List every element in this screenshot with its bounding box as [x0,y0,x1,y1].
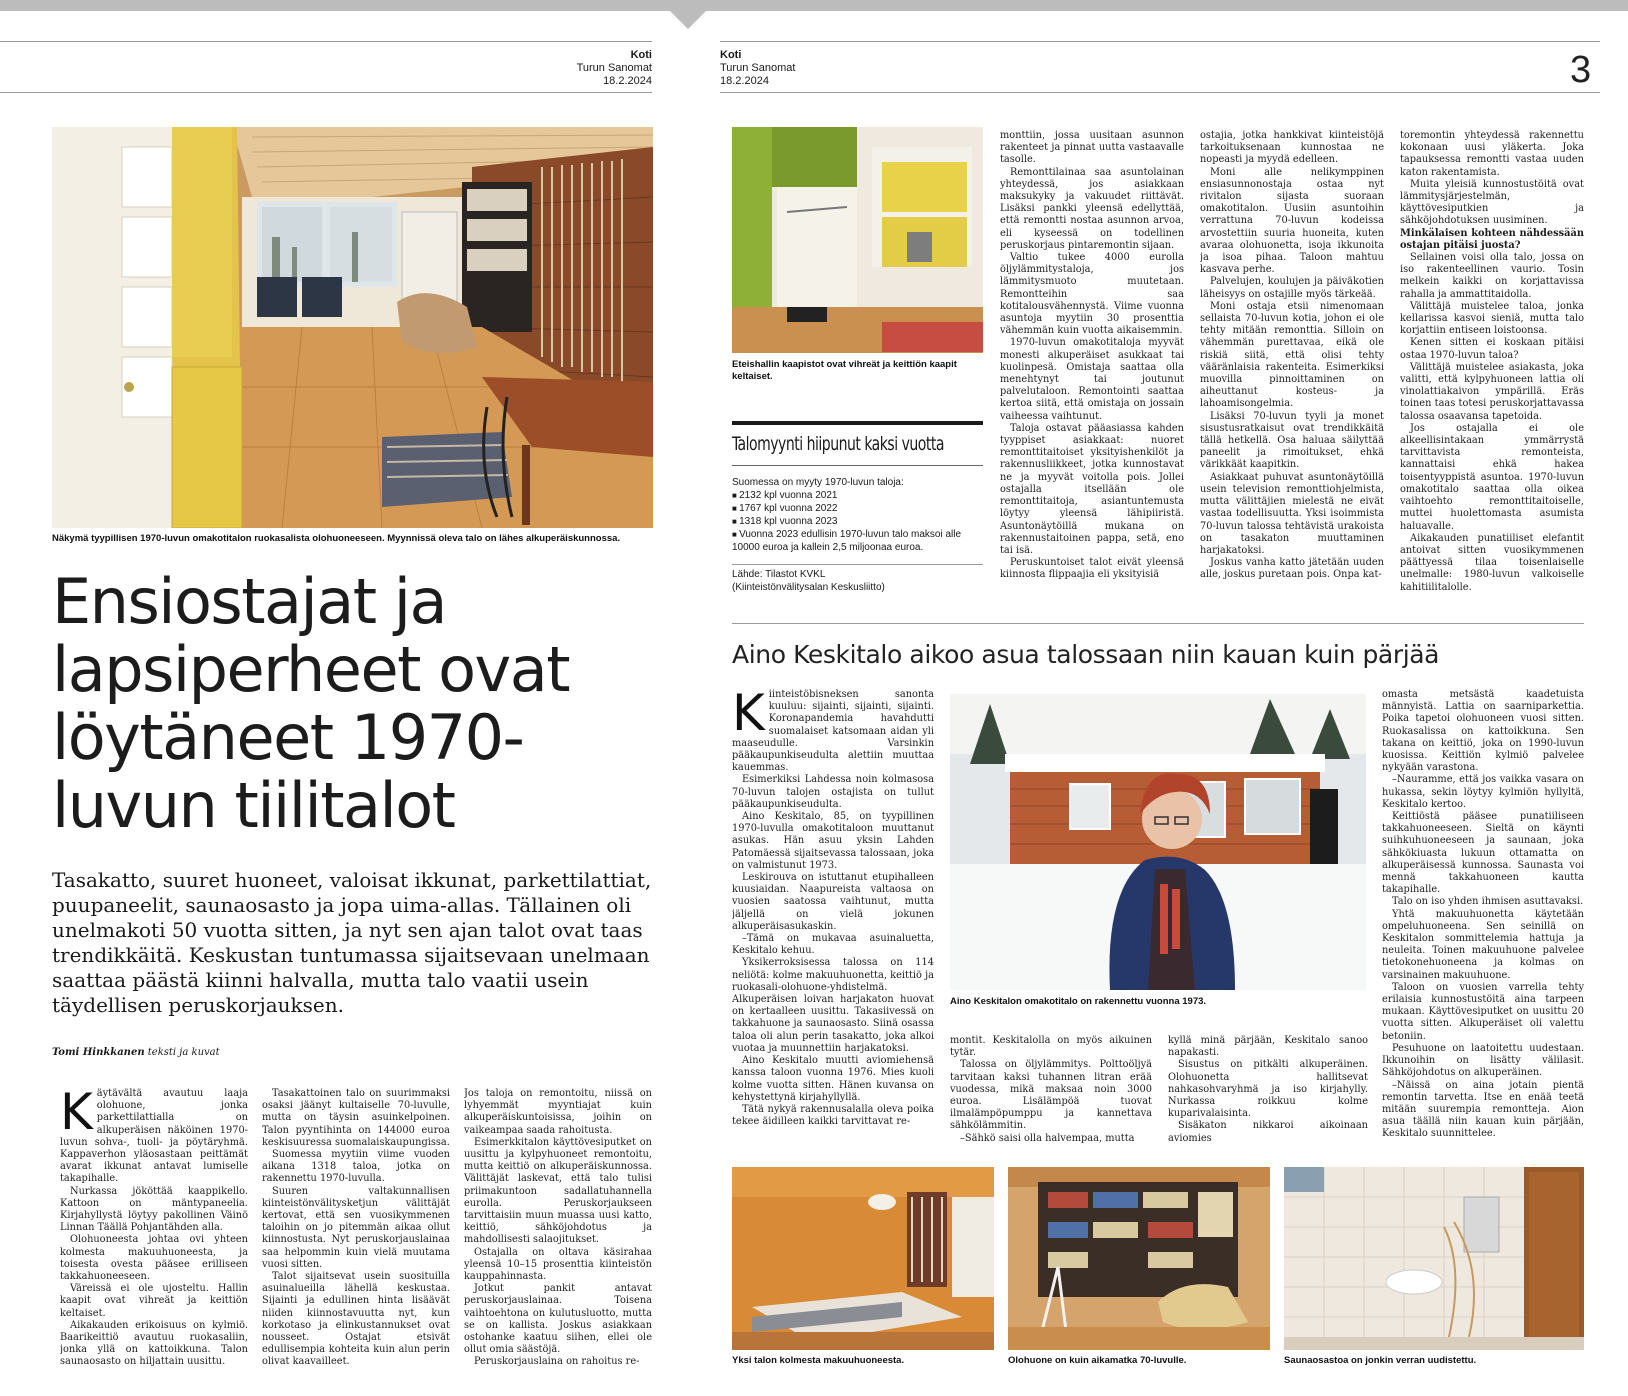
paragraph: Sisäkaton nikkaroi aikoinaan aviomies [1168,1120,1368,1144]
paragraph: Yhtä makuuhuonetta käytetään ompeluhuoneena. Sen seinillä on Keskitalon sommittelemia hattuja ja neuleita. Toinen makuuhuone palvelee tietokonehuoneena ja kolmas on varsinainen makuuhuone. [1382,908,1584,981]
paragraph: Välittäjä muistelee asiakasta, joka valitti, että kylpyhuoneen lattia oli vinolattiakaivon ympärillä. Eräs toinen taas totesi peruskorjattavassa talossa osaavansa tapetoida. [1400,361,1584,422]
main-photo-caption: Näkymä tyypillisen 1970-luvun omakotitalon ruokasalista olohuoneeseen. Myynnissä oleva talo on lähes alkuperäiskunnossa. [52,533,621,544]
paragraph: Tätä nykyä rakennusalalla oleva poika tekee äidilleen kaikki tarvittavat re- [732,1103,934,1128]
paragraph: Jotkut pankit antavat peruskorjauslainaa. Toisena vaihtoehtona on kulutusluotto, mutta se on kallista. Joskus asiakkaan ostohanke kaatuu siihen, ellei ole ollut omia säästöjä. [464,1283,652,1356]
sauna-photo [1284,1167,1584,1350]
paragraph: Välittäjä muistelee taloa, jonka kellarissa kasvoi sieniä, mutta talo korjattiin entiseen loistoonsa. [1400,300,1584,337]
main-article-column-3 [464,1088,652,1370]
page-header-left [540,49,652,88]
paragraph: Joskus vanha katto jätetään uuden alle, joskus puretaan pois. Onpa kat- [1200,557,1384,581]
page-number: 3 [1570,49,1592,91]
paragraph: monttiin, jossa uusitaan asunnon rakenteet ja pinnat uutta vastaavalle tasolle. [1000,130,1184,166]
factbox-item: ■ Vuonna 2023 edullisin 1970-luvun talo maksoi alle 10000 euroa ja kallein 2,5 miljoonaa euroa. [732,528,982,554]
factbox-item: ■ 1318 kpl vuonna 2023 [732,515,982,528]
drop-cap: K [732,689,765,742]
paragraph: Pesuhuone on laatoitettu uudestaan. Ikkunoihin on lisätty välilasit. Sähköjohdotus on alkuperäinen. [1382,1042,1584,1079]
aino-keskitalo-house-photo [950,694,1366,990]
living-room-caption: Olohuone on kuin aikamatka 70-luvulle. [1008,1355,1187,1366]
paragraph: Jos ostajalla ei ole alkeellisintakaan ymmärrystä tarvittavista remonteista, kannattaisi ehkä hakea toisentyyppistä asuntoa. 1970-luvun omakotitalo saattaa olla oikea vaihtoehto remonttitaitoiselle, muttei huolettomasta asumista haluavalle. [1400,422,1584,532]
main-article-column-5 [1200,130,1384,596]
main-article-column-6 [1400,130,1584,596]
hallway-kitchen-photo [732,127,983,353]
paragraph: Sisustus on pitkälti alkuperäinen. Olohuonetta hallitsevat nahkasohvaryhmä ja iso kirjahylly. Nurkassa roikkuu kolme kuparivalaisinta. [1168,1059,1368,1120]
sub-article-headline: Aino Keskitalo aikoo asua talossaan niin kauan kuin pärjää [732,640,1440,669]
paragraph: kyllä minä pärjään, Keskitalo sanoo napakasti. [1168,1035,1368,1059]
main-article-column-4 [1000,130,1184,596]
newspaper-name: Turun Sanomat [576,62,652,74]
paragraph: äytävältä avautuu laaja olohuone, jonka parkettilattialla on alkuperäisen näköinen 1970-luvun sohva-, tuoli- ja pöytäryhmä. Kappaverhon yläosastaan peittämät avarat ikkunat antavat lumiselle takapihalle. [60,1088,248,1185]
paragraph: Esimerkkitalon käyttövesiputket on uusittu ja kylpyhuoneet remontoitu, mutta keittiö on alkuperäiskunnossa. Välittäjät laskevat, että talo tulisi priimakuntoon sadallatuhannella eurolla. Peruskorjaukseen tarvittaisiin muun muassa uusi katto, keittiö, sähköjohdotus ja mahdollisesti salaojitukset. [464,1136,652,1246]
paragraph: Suomessa myytiin viime vuoden aikana 1318 taloa, jotka on rakennettu 1970-luvulla. [262,1149,450,1185]
author-role: teksti ja kuvat [144,1047,220,1058]
factbox-source-line: Lähde: Tilastot KVKL [732,569,826,580]
paragraph: iinteistöbisneksen sanonta kuuluu: sijainti, sijainti, sijainti. Koronapandemia havahdutti suomalaiset katsomaan aidan yli maaseudulle. Varsinkin pääkaupunkiseudulta alettiin muuttaa kauemmas. [732,689,934,774]
paragraph: Sellainen voisi olla talo, jossa on iso rakenteellinen vaurio. Tosin melkein kaikki on korjattavissa rahalla ja ammattitaidolla. [1400,252,1584,300]
sauna-caption: Saunaosastoa on jonkin verran uudistettu. [1284,1355,1477,1366]
paragraph: –Sähkö saisi olla halvempaa, mutta [960,1132,1135,1144]
main-article-column-2 [262,1088,450,1370]
factbox-item: ■ 2132 kpl vuonna 2021 [732,489,982,502]
hallway-caption: Eteishallin kaapistot ovat vihreät ja keittiön kaapit keltaiset. [732,359,957,382]
house-photo-caption: Aino Keskitalon omakotitalo on rakennettu vuonna 1973. [950,996,1207,1007]
paragraph: Talot sijaitsevat usein suosituilla asuinalueilla lähellä keskustaa. Sijainti ja edullinen hinta lisäävät niiden kiinnostavuutta nyt, kun korkotaso ja elinkustannukset ovat nousseet. Ostajat etsivät edullisempia kohteita kuin alun perin olivat kaavailleet. [262,1271,450,1368]
paragraph: Nurkassa jököttää kaappikello. Kattoon on mäntypaneelia. Kirjahyllystä löytyy pakollinen Väinö Linnan Täällä Pohjantähden alla. [60,1185,248,1234]
paragraph: Aikakauden erikoisuus on kylmiö. Baarikeittiö avautuu ruokasaliin, jonka yllä on kattoikkuna. Talon saunaosasto on hiljattain uusittu. [60,1319,248,1368]
sub-article-column-3 [1168,1035,1368,1160]
factbox-item: ■ 1767 kpl vuonna 2022 [732,502,982,515]
paragraph: Talossa on öljylämmitys. Polttoöljyä tarvitaan kaksi tuhannen litran erää vuodessa, mikä maksaa noin 3000 euroa. Lisälämpöä tuovat ilmalämpöpumppu ja kannettava sähkölämmitin. [950,1059,1152,1132]
paragraph: Aikakauden punatiiliset elefantit antoivat sitten vuosikymmenen päättyessä tilaa toisenlaiselle unelmalle: 1980-luvun valkoiselle kahitiilitalolle. [1400,532,1584,593]
issue-date: 18.2.2024 [720,75,769,87]
factbox-separator [732,465,983,466]
paragraph: ostajia, jotka hankkivat kiinteistöjä tarkoituksenaan kunnostaa ne nopeasti ja myydä edelleen. [1200,130,1384,166]
paragraph: Aino Keskitalo, 85, on tyypillinen 1970-luvulla omakotitaloon muuttanut asukas. Hän asuu yksin Lahden Patomäessä sijaitsevassa talossaan, joka on valmistunut 1973. [732,811,934,871]
paragraph: Keittiöstä pääsee punatiiliseen takkahuoneeseen. Sieltä on käynti suihkuhuoneeseen ja saunaan, joka sähkökiuasta lukuun ottamatta on alkuperäisessä kunnossa. Saunasta voi mennä takkahuoneen kautta takapihalle. [1382,811,1584,896]
article-headline: Ensiostajat ja lapsiperheet ovat löytäneet 1970-luvun tiilitalot [52,565,570,842]
bedroom-caption: Yksi talon kolmesta makuuhuoneesta. [732,1355,905,1366]
sub-article-column-4 [1382,689,1584,1144]
paragraph: Talo on iso yhden ihmisen asuttavaksi. [1392,896,1584,908]
paragraph: Kenen sitten ei koskaan pitäisi ostaa 1970-luvun taloa? [1400,337,1584,361]
factbox-body [732,476,982,554]
paragraph: Asiakkaat puhuvat asuntonäytöillä usein television remonttiohjelmista, mutta välittäjien mielestä ne eivät vastaa todellisuutta. Yksi isoimmista 70-luvun talossa tehtävistä urakoista on tasakaton muuttaminen harjakatoksi. [1200,471,1384,556]
paragraph: Leskirouva on istuttanut etupihalleen kuusiaidan. Naapureista valtaosa on vuosien saatossa vaihtunut, mutta jäljellä on vielä jokunen alkuperäisasukaskin. [732,872,934,932]
factbox-source-rule [732,564,983,565]
factbox-intro: Suomessa on myyty 1970-luvun taloja: [732,477,904,488]
paragraph: Ostajalla on oltava käsirahaa yleensä 10–15 prosenttia kiinteistön kauppahinnasta. [464,1246,652,1283]
factbox-source-line: (Kiinteistönvälitysalan Keskusliitto) [732,582,885,593]
paragraph: Yksikerroksisessa talossa on 114 neliötä: kolme makuuhuonetta, keittiö ja ruokasali-olohuone-yhdistelmä. Alkuperäisen loivan harjakaton huovat on kertaalleen uusittu. Takasiivessä on takkahuone ja saunaosasto. Siinä osassa taloa oli alun perin tasakatto, joka alkoi vuotaa ja muunnettiin harjakatoksi. [732,957,934,1054]
top-bar [0,0,1628,11]
paragraph: Taloon on vuosien varrella tehty erilaisia kunnostustöitä aina tarpeen mukaan. Käyttövesiputket on uusittu 20 vuotta sitten. Alkuperäiset oli valettu betoniin. [1382,981,1584,1042]
article-lead: Tasakatto, suuret huoneet, valoisat ikkunat, parkettilattiat, puupaneelit, saunaosasto ja jopa uima-allas. Tällainen oli unelmakoti 50 vuotta sitten, ja nyt sen ajan talot ovat taas trendikkäitä. Keskustan tuntumassa sijaitsevaan unelmaan saattaa päästä kiinni halvalla, mutta talo vaatii usein täydellisen peruskorjauksen. [52,868,652,1017]
paragraph: Palvelujen, koulujen ja päiväkotien läheisyys on ostajille myös tärkeää. [1200,276,1384,300]
paragraph: Moni alle nelikymppinen ensiasunnonostaja ostaa nyt rivitalon sijasta suoraan omakotitalon. Uusiin asuntoihin verrattuna 70-luvun kodeissa arvostettiin suuria huoneita, kuten avaraa olohuonetta, isoja ikkunoita ja isoa pihaa. Taloon mahtuu kasvava perhe. [1200,166,1384,276]
paragraph: Esimerkiksi Lahdessa noin kolmasosa 70-luvun talojen ostajista on tullut pääkaupunkiseudulta. [732,774,934,810]
header-rule-right-bottom [720,92,1600,93]
paragraph: Olohuoneesta johtaa ovi yhteen kolmesta makuuhuoneesta, ja toisesta ovesta pääsee erilliseen takkahuoneeseen. [60,1234,248,1283]
main-article-column-1 [60,1088,248,1370]
header-rule-left-top [0,41,652,42]
section-divider [732,623,1584,624]
paragraph: Peruskorjauslaina on rahoitus re- [474,1356,640,1368]
paragraph: Taloja ostavat pääasiassa kahden tyyppiset asiakkaat: nuoret remonttitaitoiset yksityishenkilöt ja rakennusliikkeet, jotka kunnostavat ne ja myyvät voitolla pois. Jollei ostajalla itsellään ole remonttitaitoja, asiantuntemusta löytyy yleensä lähipiiristä. Asuntonäytöillä mukana on rakennustaitoinen pappa, setä, eno tai isä. [1000,422,1184,556]
paragraph: Suuren valtakunnallisen kiinteistönvälitysketjun välittäjät kertovat, että sen vuosikymmenen taloihin on jo pitemmän aikaa ollut kiinnostusta. Nyt peruskorjauslainaa saa helpommin kuin vielä muutama vuosi sitten. [262,1185,450,1270]
page-header-right [720,49,795,88]
header-rule-left-bottom [0,92,652,93]
paragraph: Tasakattoinen talo on suurimmaksi osaksi jäänyt kultaiselle 70-luvulle, mutta on täysin asuinkelpoinen. Talon pyyntihinta on 144000 euroa keskisuuressa suomalaiskaupungissa. [262,1088,450,1148]
paragraph: Moni ostaja etsii nimenomaan sellaista 70-luvun kotia, johon ei ole tehty mitään remonttia. Silloin on vähemmän purettavaa, eikä ole riskiä siitä, että olisi tehty vääränlaisia rakenteita. Esimerkiksi muovilla pinnoittaminen on aiheuttanut kosteus- ja lahoamisongelmia. [1200,300,1384,410]
paragraph: toremontin yhteydessä rakennettu kokonaan uusi yläkerta. Joka tapauksessa remontti vastaa uuden katon rakentamista. [1400,130,1584,178]
byline [52,1047,220,1058]
author-name: Tomi Hinkkanen [52,1047,145,1058]
paragraph: Peruskuntoiset talot eivät yleensä kiinnosta flippaajia eli yksityisiä [1000,557,1184,581]
main-photo-living-room [52,127,653,528]
bedroom-photo [732,1167,994,1350]
paragraph: Valtio tukee 4000 eurolla öljylämmitystaloja, jos lämmitysmuoto muutetaan. Remontteihin saa kotitalousvähennystä. Viime vuonna asuntoja myytiin 30 prosenttia vähemmän kuin vuotta aikaisemmin. [1000,252,1184,337]
header-rule-right-top [720,41,1600,42]
newspaper-name: Turun Sanomat [720,62,796,74]
page-fold-marker [670,11,706,29]
sub-article-column-2 [950,1035,1152,1160]
paragraph: Lisäksi 70-luvun tyyli ja monet sisustusratkaisut ovat trendikkäitä tällä hetkellä. Osa haluaa säilyttää paneelit ja rimoitukset, ehkä värikkäät kaapitkin. [1200,410,1384,471]
issue-date: 18.2.2024 [603,75,652,87]
paragraph: 1970-luvun omakotitaloja myyvät monesti alkuperäiset asukkaat tai kuolinpesä. Omistaja saattaa olla menehtynyt tai joutunut palvelutaloon. Remontointi saattaa kertoa siitä, että omistaja on jossain vaiheessa vaihtunut. [1000,337,1184,422]
paragraph: montit. Keskitalolla on myös aikuinen tytär. [950,1035,1152,1059]
section-name: Koti [720,49,742,61]
living-room-photo [1008,1167,1270,1350]
factbox-title: Talomyynti hiipunut kaksi vuotta [732,433,944,455]
paragraph: –Tämä on mukavaa asuinaluetta, Keskitalo kehuu. [732,933,934,957]
drop-cap: K [60,1088,93,1141]
factbox-source [732,568,982,594]
paragraph: Aino Keskitalo muutti aviomiehensä kanssa taloon vuonna 1976. Mies kuoli kolme vuotta sitten. Hänen kuvansa on kehystettynä kirjahyllyllä. [732,1055,934,1103]
paragraph: –Nauramme, että jos vaikka vasara on hukassa, sekin löytyy kylmiön hyllyltä, Keskitalo kertoo. [1382,774,1584,810]
paragraph: Remonttilainaa saa asuntolainan yhteydessä, jos asiakkaan maksukyky ja vakuudet riittävät. Lisäksi pankki yleensä edellyttää, että remontti nostaa asunnon arvoa, eli kyseessä on todellinen peruskorjaus pintaremontin sijaan. [1000,166,1184,251]
factbox-top-rule [732,421,983,425]
paragraph: Väreissä ei ole ujosteltu. Hallin kaapit ovat vihreät ja keittiön keltaiset. [60,1283,248,1319]
subheading-question: Minkälaisen kohteen nähdessään ostajan pitäisi juosta? [1400,227,1584,251]
paragraph: Jos taloja on remontoitu, niissä on lyhyemmät myyntiajat kuin alkuperäiskuntoisissa, joihin on vaikeampaa saada rahoitusta. [464,1088,652,1136]
paragraph: omasta metsästä kaadetuista männyistä. Lattia on saarniparkettia. Poika tapetoi olohuoneen vuosi sitten. Ruokasalissa on kattoikkuna. Sen takana on keittiö, joka on 1990-luvun kuosissa. Keittiön kylmiö palvelee nykyään varastona. [1382,689,1584,774]
paragraph: –Näissä on aina jotain pientä remontin tarvetta. Itse en enää teetä mitään suurempia remontteja. Aion asua täällä niin kauan kuin pärjään, Keskitalo suunnittelee. [1382,1079,1584,1140]
sub-article-column-1 [732,689,934,1149]
factbox-list [732,489,982,554]
section-name: Koti [630,49,652,61]
paragraph: Muita yleisiä kunnostustöitä ovat lämmitysjärjestelmän, käyttövesiputkien ja sähköjohdotuksen uusiminen. [1400,178,1584,227]
